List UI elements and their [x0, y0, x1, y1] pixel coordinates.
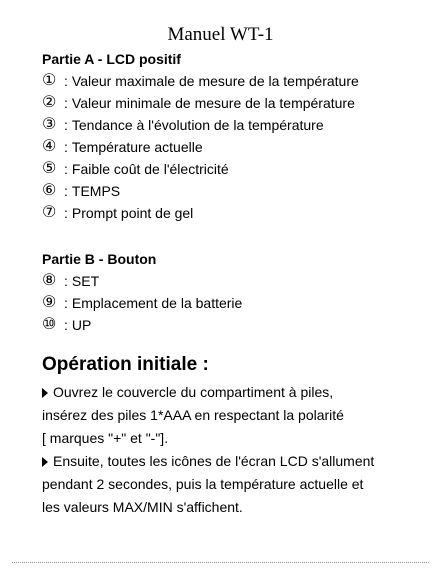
item-separator: : — [64, 205, 68, 221]
item-text: Emplacement de la batterie — [71, 295, 243, 311]
item-text: Tendance à l'évolution de la température — [71, 117, 324, 133]
item-number: ④ — [42, 138, 57, 155]
partie-a-heading: Partie A - LCD positif — [42, 51, 181, 67]
item-text: UP — [71, 317, 92, 333]
item-text: Température actuelle — [71, 139, 203, 155]
item-separator: : — [64, 295, 68, 311]
partie-b-heading: Partie B - Bouton — [42, 251, 157, 267]
item-separator: : — [64, 95, 68, 111]
item-text: Faible coût de l'électricité — [71, 161, 229, 177]
list-item — [42, 136, 422, 158]
item-number: ⑥ — [42, 182, 57, 199]
page-bottom-divider — [12, 562, 429, 563]
item-number: ③ — [42, 116, 57, 133]
operation-body — [42, 381, 432, 519]
partie-b-section — [42, 248, 422, 336]
partie-a-section — [42, 48, 422, 224]
paragraph-line: les valeurs MAX/MIN s'affichent. — [42, 499, 243, 515]
paragraph-line: insérez des piles 1*AAA en respectant la polarité — [42, 407, 344, 423]
paragraph-line: Ouvrez le couvercle du compartiment à piles, — [53, 384, 334, 400]
right-triangle-icon — [42, 388, 48, 398]
item-number: ① — [42, 72, 57, 89]
item-number: ⑩ — [42, 316, 57, 333]
list-item — [42, 292, 422, 314]
item-separator: : — [64, 161, 68, 177]
item-separator: : — [64, 183, 68, 199]
paragraph-line: [ marques "+" et "-"]. — [42, 430, 169, 446]
list-item — [42, 270, 422, 292]
item-separator: : — [64, 273, 68, 289]
item-number: ⑧ — [42, 272, 57, 289]
list-item — [42, 314, 422, 336]
item-text: Valeur maximale de mesure de la température — [71, 73, 359, 89]
list-item — [42, 180, 422, 202]
list-item — [42, 158, 422, 180]
list-item — [42, 92, 422, 114]
item-separator: : — [64, 317, 68, 333]
list-item — [42, 114, 422, 136]
operation-heading: Opération initiale : — [42, 354, 209, 375]
right-triangle-icon — [42, 457, 48, 467]
item-number: ⑨ — [42, 294, 57, 311]
list-item — [42, 70, 422, 92]
operation-paragraph — [42, 381, 432, 450]
item-separator: : — [64, 117, 68, 133]
item-separator: : — [64, 139, 68, 155]
item-number: ⑦ — [42, 204, 57, 221]
item-text: Valeur minimale de mesure de la température — [71, 95, 355, 111]
list-item — [42, 202, 422, 224]
operation-paragraph — [42, 450, 432, 519]
paragraph-line: Ensuite, toutes les icônes de l'écran LCD s'allument — [53, 453, 375, 469]
item-text: Prompt point de gel — [71, 205, 194, 221]
item-text: TEMPS — [71, 183, 121, 199]
item-text: SET — [71, 273, 100, 289]
paragraph-line: pendant 2 secondes, puis la température actuelle et — [42, 476, 364, 492]
item-number: ② — [42, 94, 57, 111]
item-separator: : — [64, 73, 68, 89]
page-title: Manuel WT-1 — [167, 24, 274, 45]
item-number: ⑤ — [42, 160, 57, 177]
